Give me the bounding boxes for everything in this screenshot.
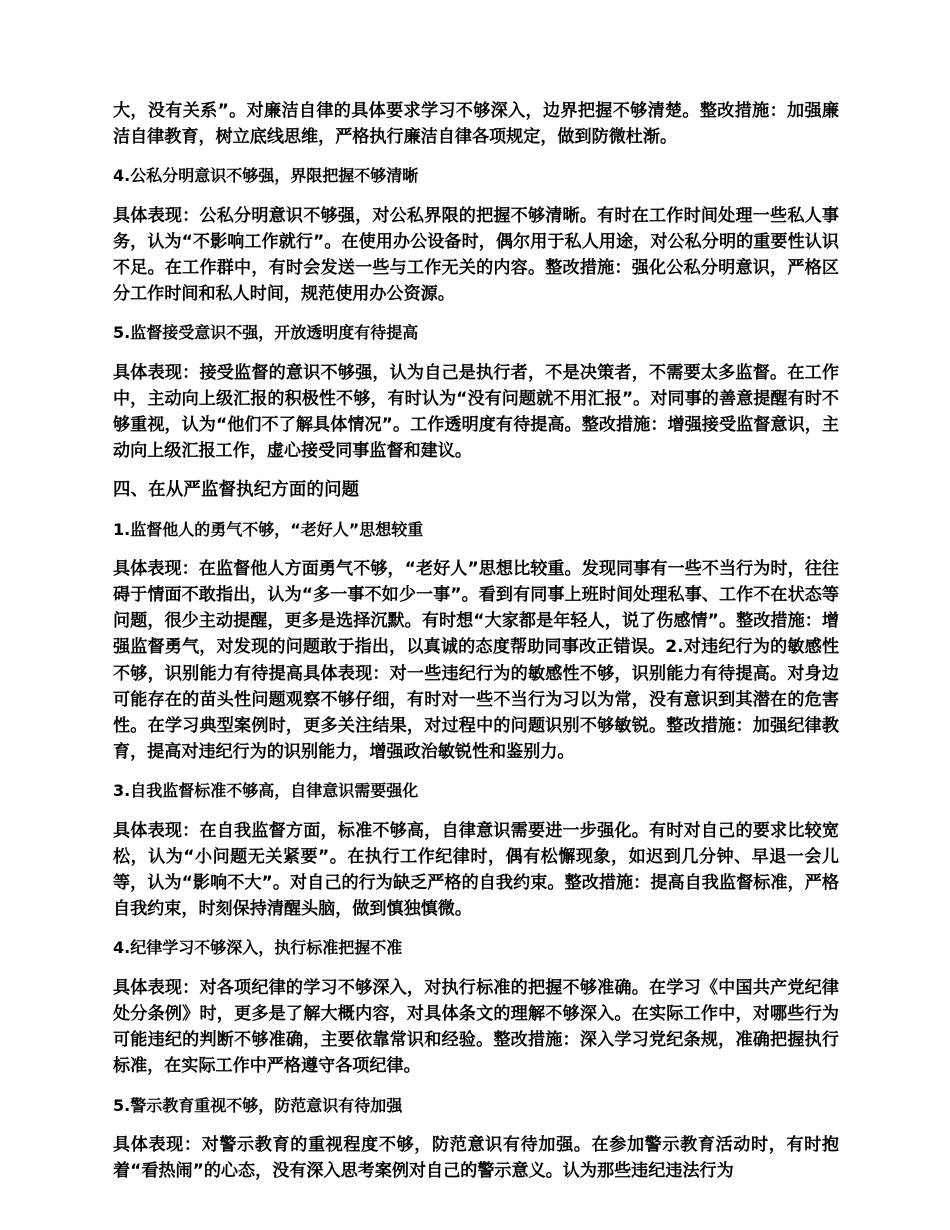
subheading-5-jingshi-jiaoyu: 5.警示教育重视不够，防范意识有待加强 [113,1095,403,1115]
subheading-5-jiandu-jieshou: 5.监督接受意识不强，开放透明度有待提高 [113,323,419,343]
subheading-4-gongsi-fenming: 4.公私分明意识不够强，界限把握不够清晰 [113,166,419,186]
paragraph: 具体表现：公私分明意识不够强，对公私界限的把握不够清晰。有时在工作时间处理一些私人事务，认为“不影响工作就行”。在使用办公设备时，偶尔用于私人用途，对公私分明的重要性认识不足。在工作群中，有时会发送一些与工作无关的内容。整改措施：强化公私分明意识，严格区分工作时间和私人时间，规范使用办公资源。 [113,205,839,305]
subheading-3-ziwo-jiandu: 3.自我监督标准不够高，自律意识需要强化 [113,781,419,801]
paragraph: 具体表现：接受监督的意识不够强，认为自己是执行者，不是决策者，不需要太多监督。在工作中，主动向上级汇报的积极性不够，有时认为“没有问题就不用汇报”。对同事的善意提醒有时不够重视，认为“他们不了解具体情况”。工作透明度有待提高。整改措施：增强接受监督意识，主动向上级汇报工作，虚心接受同事监督和建议。 [113,362,839,462]
paragraph: 具体表现：对警示教育的重视程度不够，防范意识有待加强。在参加警示教育活动时，有时抱着“看热闹”的心态，没有深入思考案例对自己的警示意义。认为那些违纪违法行为 [113,1134,839,1181]
paragraph: 具体表现：在自我监督方面，标准不够高，自律意识需要进一步强化。有时对自己的要求比较宽松，认为“小问题无关紧要”。在执行工作纪律时，偶有松懈现象，如迟到几分钟、早退一会儿等，认为“影响不大”。对自己的行为缺乏严格的自我约束。整改措施：提高自我监督标准，严格自我约束，时刻保持清醒头脑，做到慎独慎微。 [113,820,839,920]
paragraph: 具体表现：对各项纪律的学习不够深入，对执行标准的把握不够准确。在学习《中国共产党纪律处分条例》时，更多是了解大概内容，对具体条文的理解不够深入。在实际工作中，对哪些行为可能违纪的判断不够准确，主要依靠常识和经验。整改措施：深入学习党纪条规，准确把握执行标准，在实际工作中严格遵守各项纪律。 [113,977,839,1077]
paragraph: 大，没有关系”。对廉洁自律的具体要求学习不够深入，边界把握不够清楚。整改措施：加强廉洁自律教育，树立底线思维，严格执行廉洁自律各项规定，做到防微杜渐。 [113,101,839,148]
subheading-4-jilv-xuexi: 4.纪律学习不够深入，执行标准把握不准 [113,938,403,958]
section-heading-four: 四、在从严监督执纪方面的问题 [113,480,360,501]
document-body [113,98,839,1184]
paragraph: 具体表现：在监督他人方面勇气不够，“老好人”思想比较重。发现同事有一些不当行为时，往往碍于情面不敢指出，认为“多一事不如少一事”。看到有同事上班时间处理私事、工作不在状态等问题，很少主动提醒，更多是选择沉默。有时想“大家都是年轻人，说了伤感情”。整改措施：增强监督勇气，对发现的问题敢于指出，以真诚的态度帮助同事改正错误。2.对违纪行为的敏感性不够，识别能力有待提高具体表现：对一些违纪行为的敏感性不够，识别能力有待提高。对身边可能存在的苗头性问题观察不够仔细，有时对一些不当行为习以为常，没有意识到其潜在的危害性。在学习典型案例时，更多关注结果，对过程中的问题识别不够敏锐。整改措施：加强纪律教育，提高对违纪行为的识别能力，增强政治敏锐性和鉴别力。 [113,558,839,763]
subheading-1-jiandu-taren: 1.监督他人的勇气不够，“老好人”思想较重 [113,519,424,539]
